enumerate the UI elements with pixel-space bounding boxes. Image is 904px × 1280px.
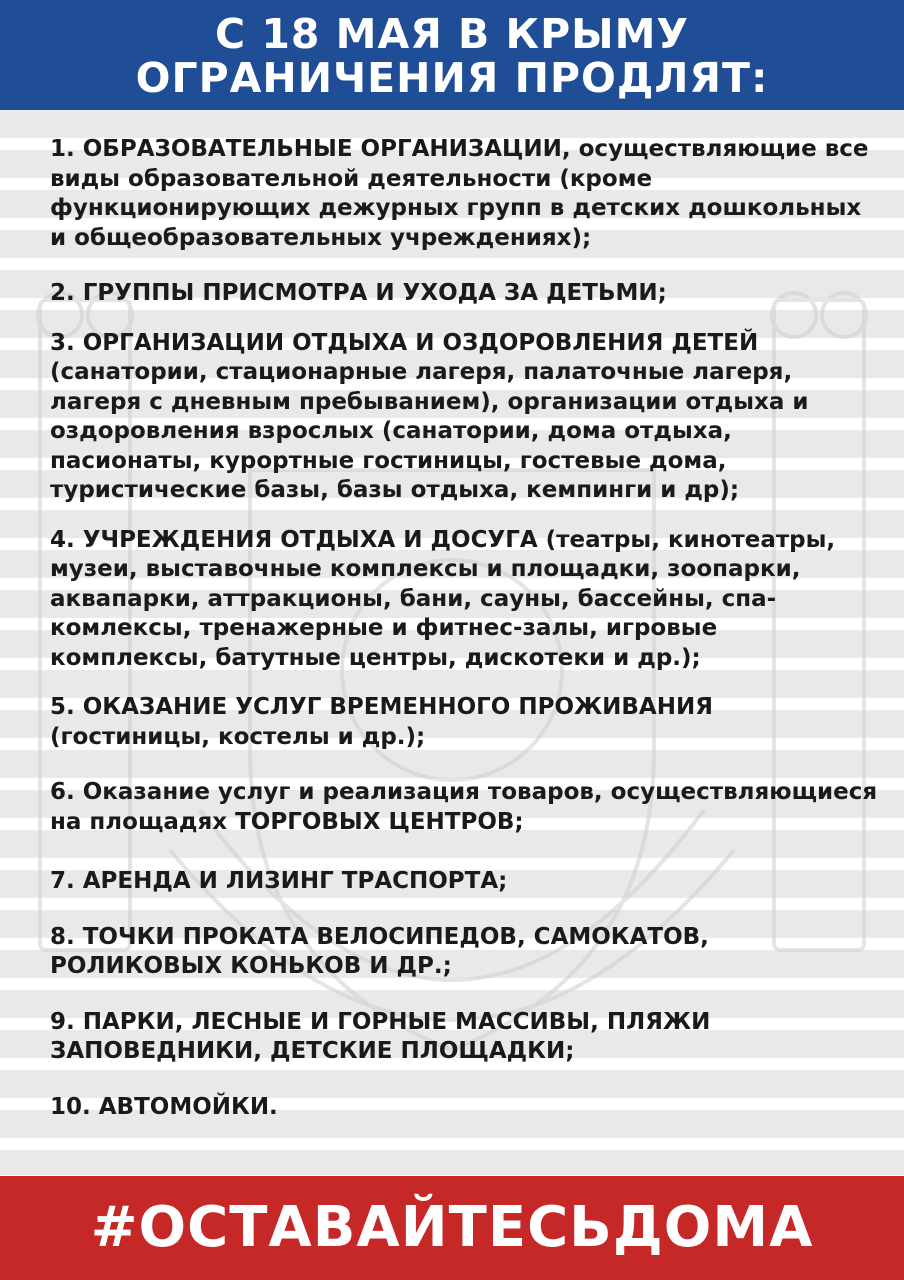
header-banner [0, 0, 904, 110]
list-item-10: 10. АВТОМОЙКИ. [50, 1093, 278, 1120]
header-title-line1: С 18 МАЯ В КРЫМУ [214, 10, 690, 58]
list-item-4: 4. УЧРЕЖДЕНИЯ ОТДЫХА И ДОСУГА (театры, кинотеатры, музеи, выставочные комплексы и площадки, зоопарки, аквапарки, аттракционы, бани, сауны, бассейны, спа-комлексы, тренажерные и фитнес-залы, игровые комплексы, батутные центры, дискотеки и др.); [50, 526, 836, 671]
list-item-6: 6. Оказание услуг и реализация товаров, осуществляющиеся на площадях ТОРГОВЫХ ЦЕНТРОВ; [50, 779, 878, 835]
list-item-5: 5. ОКАЗАНИЕ УСЛУГ ВРЕМЕННОГО ПРОЖИВАНИЯ (гостиницы, костелы и др.); [50, 694, 713, 750]
footer-banner [0, 1176, 904, 1280]
header-title-line2: ОГРАНИЧЕНИЯ ПРОДЛЯТ: [135, 54, 769, 102]
footer-hashtag: #ОСТАВАЙТЕСЬДОМА [90, 1195, 814, 1260]
list-item-8: 8. ТОЧКИ ПРОКАТА ВЕЛОСИПЕДОВ, САМОКАТОВ, РОЛИКОВЫХ КОНЬКОВ И ДР.; [50, 923, 709, 979]
list-item-9: 9. ПАРКИ, ЛЕСНЫЕ И ГОРНЫЕ МАССИВЫ, ПЛЯЖИ ЗАПОВЕДНИКИ, ДЕТСКИЕ ПЛОЩАДКИ; [50, 1008, 711, 1064]
list-item-7: 7. АРЕНДА И ЛИЗИНГ ТРАСПОРТА; [50, 868, 508, 894]
list-item-2: 2. ГРУППЫ ПРИСМОТРА И УХОДА ЗА ДЕТЬМИ; [50, 280, 667, 306]
list-item-3: 3. ОРГАНИЗАЦИИ ОТДЫХА И ОЗДОРОВЛЕНИЯ ДЕТЕЙ (санатории, стационарные лагеря, палаточные лагеря, лагеря с дневным пребыванием), организации отдыха и оздоровления взрослых (санатории, дома отдыха, пасионаты, курортные гостиницы, гостевые дома, туристические базы, базы отдыха, кемпинги и др); [50, 329, 809, 503]
list-item-1: 1. ОБРАЗОВАТЕЛЬНЫЕ ОРГАНИЗАЦИИ, осуществляющие все виды образовательной деятельности (кроме функционирующих дежурных групп в детских дошкольных и общеобразовательных учреждениях); [50, 136, 869, 251]
restrictions-list [50, 135, 880, 1122]
